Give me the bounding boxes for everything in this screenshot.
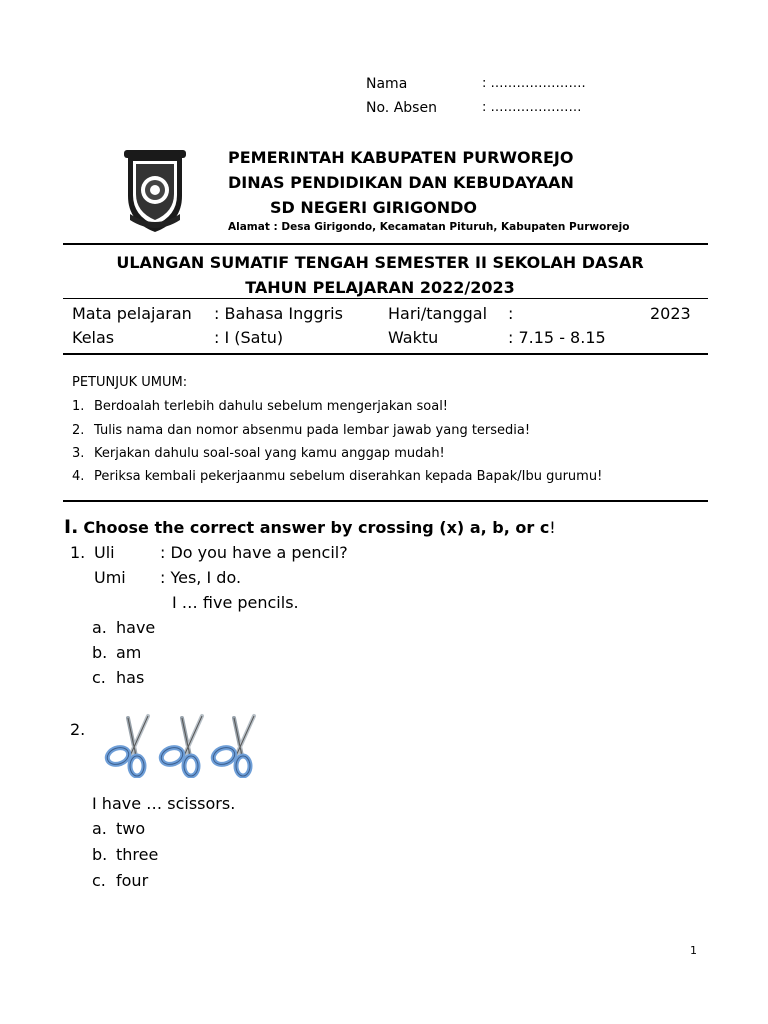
section-instruction-text: Choose the correct answer by crossing (x) a, b, or c [83,518,550,537]
waktu-value: : 7.15 - 8.15 [508,328,606,347]
petunjuk-text: Berdoalah terlebih dahulu sebelum mengerjakan soal! [94,399,449,414]
petunjuk-text: Periksa kembali pekerjaanmu sebelum diserahkan kepada Bapak/Ibu gurumu! [94,469,603,484]
mapel-value: : Bahasa Inggris [214,304,343,323]
hari-label: Hari/tanggal [388,304,488,323]
exam-date-year: 2023 [650,304,691,323]
section-instruction [64,516,556,538]
question-stem: I have … scissors. [92,794,236,813]
question-number: 1. [70,543,86,562]
exam-year: TAHUN PELAJARAN 2022/2023 [245,278,515,297]
page-number: 1 [690,944,697,957]
dialogue-line-3: I … five pencils. [172,593,299,612]
option-text: am [116,643,142,662]
kelas-label: Kelas [72,328,115,347]
mapel-label: Mata pelajaran [72,304,192,323]
absen-label: No. Absen [366,100,437,116]
section-exclaim: ! [549,518,556,537]
answer-option[interactable] [92,668,144,687]
scissors-image [100,710,260,778]
dialogue-line-2: : Yes, I do. [160,568,242,587]
option-text: four [116,871,149,890]
waktu-label: Waktu [388,328,439,347]
answer-option[interactable] [92,871,148,890]
answer-option[interactable] [92,819,145,838]
divider-petunjuk-bottom [63,500,708,502]
petunjuk-text: Kerjakan dahulu soal-soal yang kamu anggap mudah! [94,446,445,461]
petunjuk-text: Tulis nama dan nomor absenmu pada lembar jawab yang tersedia! [94,423,531,438]
petunjuk-number: 4. [72,469,85,484]
exam-title: ULANGAN SUMATIF TENGAH SEMESTER II SEKOLAH DASAR [116,253,644,272]
nama-value[interactable]: : …………………. [482,76,586,91]
option-letter: c. [92,871,106,890]
scissors-icon [105,716,148,776]
question-number: 2. [70,720,86,739]
scissors-icon [211,716,254,776]
letterhead-line-3: SD NEGERI GIRIGONDO [270,198,477,217]
petunjuk-item [72,446,445,461]
option-text: two [116,819,146,838]
petunjuk-number: 1. [72,399,85,414]
emblem-logo-icon [122,148,188,234]
option-letter: b. [92,845,108,864]
option-letter: c. [92,668,106,687]
answer-option[interactable] [92,845,158,864]
dialogue-line-1: : Do you have a pencil? [160,543,348,562]
hari-value: : [508,304,514,323]
scissors-icon [159,716,202,776]
option-letter: b. [92,643,108,662]
section-roman: I. [64,516,79,538]
divider-info-bottom [63,353,708,355]
option-text: have [116,618,156,637]
nama-label: Nama [366,76,408,92]
answer-option[interactable] [92,618,155,637]
divider-info-top [63,298,708,299]
petunjuk-item [72,423,530,438]
answer-option[interactable] [92,643,141,662]
kelas-value: : I (Satu) [214,328,284,347]
divider-top [63,243,708,245]
speaker-umi: Umi [94,568,126,587]
option-letter: a. [92,618,107,637]
letterhead-line-1: PEMERINTAH KABUPATEN PURWOREJO [228,148,574,167]
petunjuk-number: 2. [72,423,85,438]
petunjuk-item [72,399,448,414]
petunjuk-item [72,469,602,484]
petunjuk-title: PETUNJUK UMUM: [72,375,188,390]
absen-value[interactable]: : ………………… [482,100,582,115]
petunjuk-number: 3. [72,446,85,461]
speaker-uli: Uli [94,543,115,562]
option-text: has [116,668,145,687]
school-address: Alamat : Desa Girigondo, Kecamatan Pituruh, Kabupaten Purworejo [228,221,630,233]
option-text: three [116,845,159,864]
option-letter: a. [92,819,107,838]
letterhead-line-2: DINAS PENDIDIKAN DAN KEBUDAYAAN [228,173,574,192]
